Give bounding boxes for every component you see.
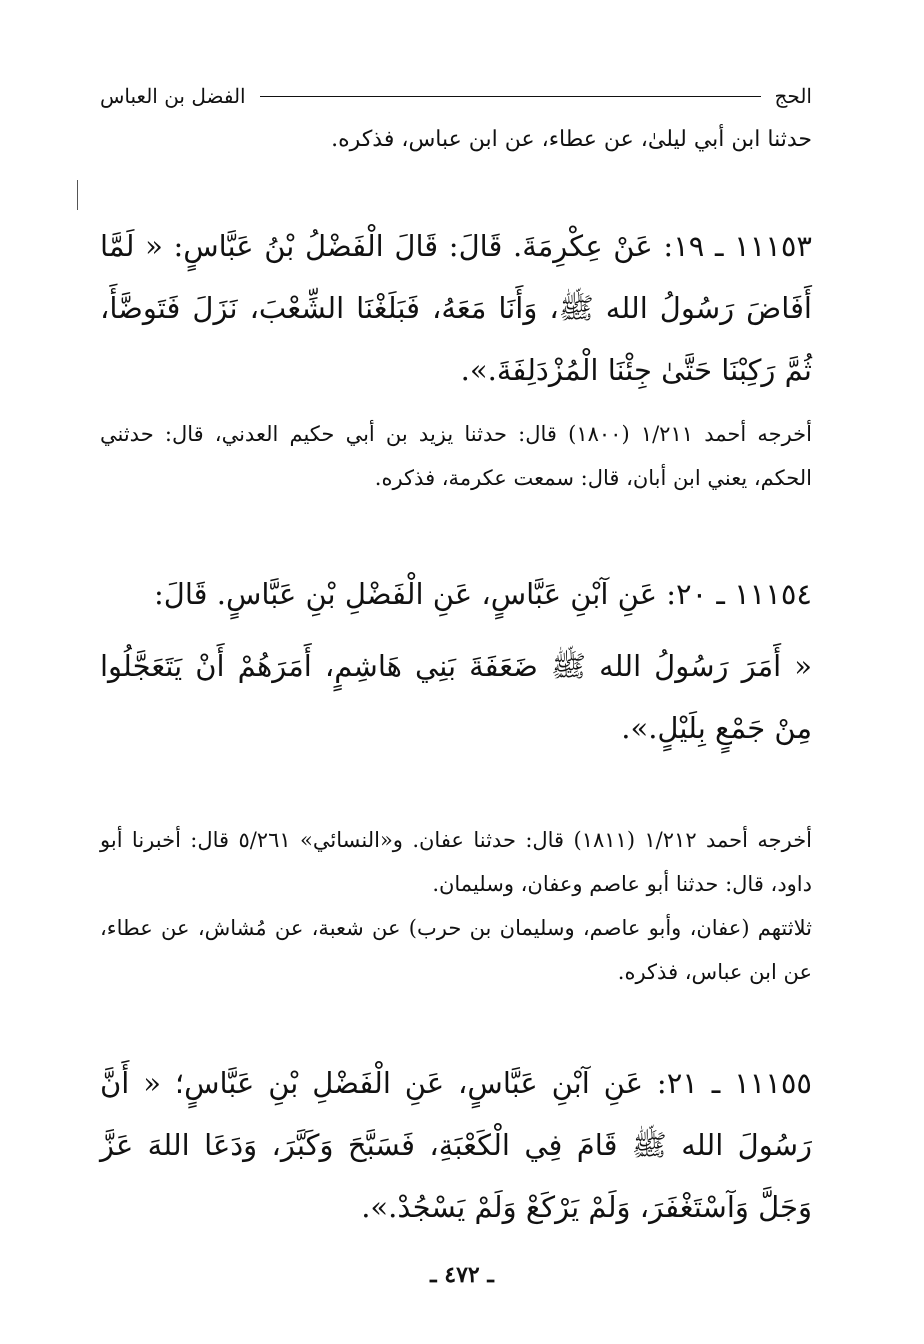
header-chapter: الحج bbox=[774, 84, 812, 108]
takhrij-paragraph: أخرجه أحمد ١/٢١١ (١٨٠٠) قال: حدثنا يزيد بن أبي حكيم العدني، قال: حدثني الحكم، يعني ابن أبان، قال: سمعت عكرمة، فذكره. bbox=[100, 422, 812, 490]
hadith-number: ١١١٥٣ ـ ١٩: bbox=[663, 229, 813, 263]
hadith-text: عَنِ آبْنِ عَبَّاسٍ، عَنِ الْفَضْلِ بْنِ عَبَّاسٍ. قَالَ: bbox=[154, 577, 658, 611]
hadith-text: عَنْ عِكْرِمَةَ. قَالَ: قَالَ الْفَضْلُ بْنُ عَبَّاسٍ: « لَمَّا أَفَاضَ رَسُولُ الله ﷺ، وَأَنَا مَعَهُ، فَبَلَغْنَا الشِّعْبَ، نَزَلَ فَتَوضَّأَ، ثُمَّ رَكِبْنَا حَتَّىٰ جِئْنَا الْمُزْدَلِفَةَ.». bbox=[100, 229, 812, 387]
margin-mark bbox=[77, 180, 78, 210]
takhrij-paragraph: ثلاثتهم (عفان، وأبو عاصم، وسليمان بن حرب) عن شعبة، عن مُشاش، عن عطاء، عن ابن عباس، فذكره. bbox=[100, 916, 812, 984]
hadith-19 bbox=[100, 215, 812, 401]
takhrij-19 bbox=[100, 412, 812, 500]
hadith-number: ١١١٥٥ ـ ٢١: bbox=[656, 1066, 812, 1100]
hadith-20 bbox=[100, 563, 812, 759]
running-header bbox=[100, 78, 812, 114]
hadith-21 bbox=[100, 1052, 812, 1238]
hadith-text: عَنِ آبْنِ عَبَّاسٍ، عَنِ الْفَضْلِ بْنِ عَبَّاسٍ؛ « أَنَّ رَسُولَ الله ﷺ قَامَ فِي الْكَعْبَةِ، فَسَبَّحَ وَكَبَّرَ، وَدَعَا اللهَ عَزَّ وَجَلَّ وَآسْتَغْفَرَ، وَلَمْ يَرْكَعْ وَلَمْ يَسْجُدْ.». bbox=[100, 1066, 812, 1224]
page-number: ـ ٤٧٢ ـ bbox=[430, 1262, 494, 1288]
takhrij-20 bbox=[100, 818, 812, 994]
hadith-number: ١١١٥٤ ـ ٢٠: bbox=[666, 577, 812, 611]
header-section: الفضل بن العباس bbox=[100, 84, 246, 108]
hadith-text-body: « أَمَرَ رَسُولُ الله ﷺ ضَعَفَةَ بَنِي هَاشِمٍ، أَمَرَهُمْ أَنْ يَتَعَجَّلُوا مِنْ جَمْعٍ بِلَيْلٍ.». bbox=[100, 649, 812, 745]
header-rule bbox=[260, 96, 761, 97]
continuation-text: حدثنا ابن أبي ليلىٰ، عن عطاء، عن ابن عباس، فذكره. bbox=[331, 127, 812, 152]
takhrij-paragraph: أخرجه أحمد ١/٢١٢ (١٨١١) قال: حدثنا عفان. و«النسائي» ٥/٢٦١ قال: أخبرنا أبو داود، قال: حدثنا أبو عاصم وعفان، وسليمان. bbox=[100, 828, 813, 896]
